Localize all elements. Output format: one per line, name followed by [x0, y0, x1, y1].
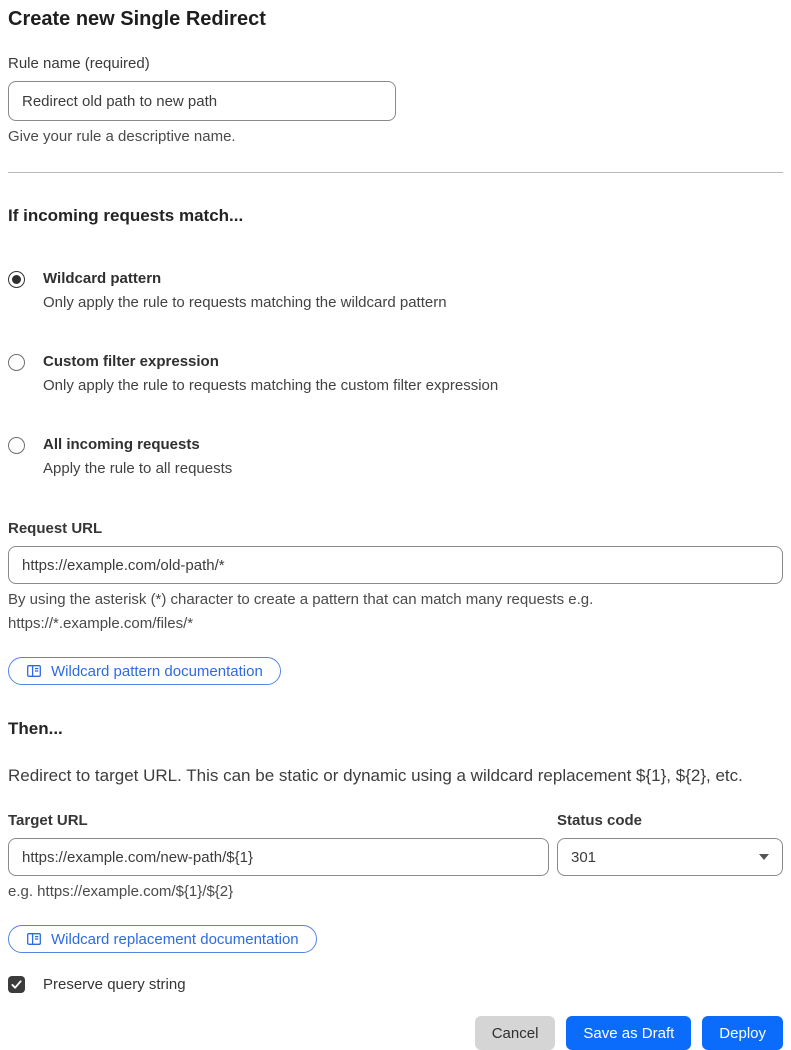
radio-option-label: Wildcard pattern	[43, 270, 162, 287]
rule-name-input[interactable]	[8, 81, 396, 121]
check-icon	[11, 979, 22, 990]
page-title: Create new Single Redirect	[8, 8, 266, 30]
target-url-label: Target URL	[8, 812, 88, 829]
doc-button-label: Wildcard replacement documentation	[51, 930, 299, 948]
match-section-heading: If incoming requests match...	[8, 206, 244, 225]
radio-button-all-incoming-requests[interactable]	[8, 437, 25, 454]
radio-option-label: All incoming requests	[43, 436, 200, 453]
rule-name-label: Rule name (required)	[8, 55, 150, 72]
target-url-example: e.g. https://example.com/${1}/${2}	[8, 883, 234, 900]
request-url-input[interactable]	[8, 546, 783, 584]
radio-button-wildcard-pattern[interactable]	[8, 271, 25, 288]
status-code-value: 301	[571, 848, 597, 866]
book-icon	[26, 663, 42, 679]
deploy-button[interactable]: Deploy	[702, 1016, 783, 1050]
wildcard-replacement-documentation-button[interactable]	[8, 925, 317, 953]
radio-option-description: Only apply the rule to requests matching the custom filter expression	[43, 377, 499, 394]
save-as-draft-button[interactable]: Save as Draft	[566, 1016, 691, 1050]
request-url-help-line2: https://*.example.com/files/*	[8, 615, 194, 632]
cancel-button[interactable]: Cancel	[475, 1016, 556, 1050]
book-icon	[26, 931, 42, 947]
radio-button-custom-filter-expression[interactable]	[8, 354, 25, 371]
chevron-down-icon	[759, 854, 769, 860]
preserve-query-string-checkbox[interactable]	[8, 976, 25, 993]
target-url-input[interactable]	[8, 838, 549, 876]
then-section-heading: Then...	[8, 719, 63, 738]
radio-option-description: Apply the rule to all requests	[43, 460, 233, 477]
radio-option-label: Custom filter expression	[43, 353, 219, 370]
status-code-select[interactable]	[557, 838, 783, 876]
radio-option-wildcard-pattern[interactable]	[8, 270, 783, 311]
then-description: Redirect to target URL. This can be static or dynamic using a wildcard replacement ${1}, ${2}, etc.	[8, 766, 743, 785]
wildcard-pattern-documentation-button[interactable]	[8, 657, 281, 685]
form-actions	[8, 1016, 783, 1050]
rule-name-help: Give your rule a descriptive name.	[8, 128, 236, 145]
radio-option-description: Only apply the rule to requests matching the wildcard pattern	[43, 294, 447, 311]
divider	[8, 172, 783, 173]
doc-button-label: Wildcard pattern documentation	[51, 662, 263, 680]
status-code-label: Status code	[557, 812, 643, 829]
preserve-query-string-label: Preserve query string	[43, 976, 186, 993]
preserve-query-string-row[interactable]	[8, 976, 783, 993]
radio-option-all-incoming-requests[interactable]	[8, 436, 783, 477]
request-url-help-line1: By using the asterisk (*) character to create a pattern that can match many requests e.g.	[8, 591, 594, 608]
request-url-label: Request URL	[8, 520, 103, 537]
radio-option-custom-filter-expression[interactable]	[8, 353, 783, 394]
